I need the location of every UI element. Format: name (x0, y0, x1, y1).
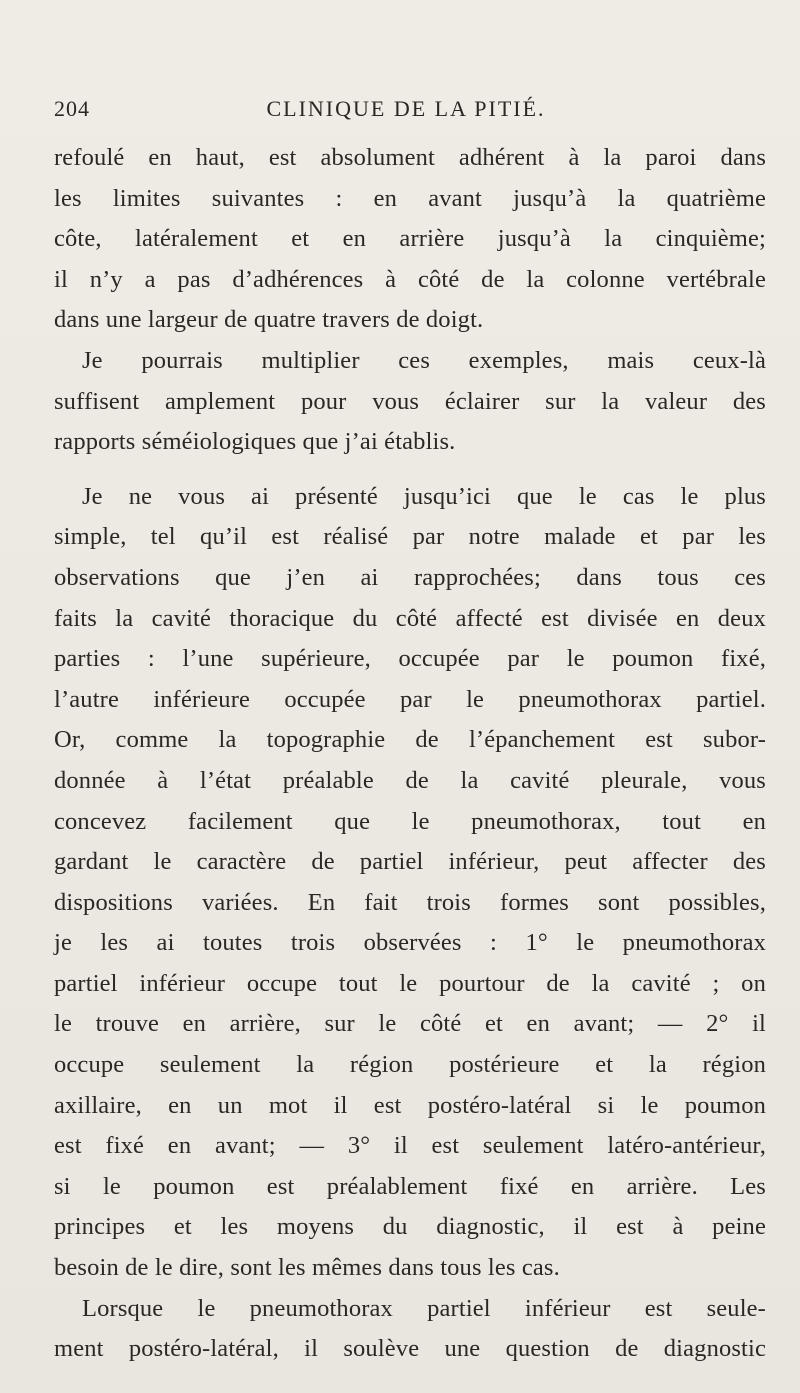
text-line: concevez facilement que le pneumothorax, tout en (54, 807, 766, 835)
text-line: Je ne vous ai présenté jusqu’ici que le cas le plus (82, 482, 766, 510)
text-line: gardant le caractère de partiel inférieur, peut affecter des (54, 848, 766, 876)
text-line: Je pourrais multiplier ces exemples, mais ceux-là (82, 346, 766, 374)
running-title: CLINIQUE DE LA PITIÉ. (266, 96, 546, 121)
text-line: je les ai toutes trois observées : 1° le pneumothorax (54, 929, 766, 957)
text-line: parties : l’une supérieure, occupée par le poumon fixé, (54, 645, 766, 673)
text-line: besoin de le dire, sont les mêmes dans tous les cas. (54, 1254, 560, 1282)
text-line: donnée à l’état préalable de la cavité pleurale, vous (54, 766, 766, 794)
text-line: simple, tel qu’il est réalisé par notre malade et par les (54, 523, 766, 551)
text-line: il n’y a pas d’adhérences à côté de la colonne vertébrale (54, 265, 766, 293)
text-line: principes et les moyens du diagnostic, il est à peine (54, 1213, 766, 1241)
text-line: partiel inférieur occupe tout le pourtour de la cavité ; on (54, 969, 766, 997)
text-line: ment postéro-latéral, il soulève une question de diagnostic (54, 1335, 766, 1363)
text-line: faits la cavité thoracique du côté affecté est divisée en deux (54, 604, 766, 632)
text-line: le trouve en arrière, sur le côté et en avant; — 2° il (54, 1010, 766, 1038)
text-line: observations que j’en ai rapprochées; dans tous ces (54, 563, 766, 591)
body-text (54, 138, 766, 1370)
paragraph (54, 477, 766, 1289)
text-line: dans une largeur de quatre travers de doigt. (54, 306, 484, 334)
text-line: est fixé en avant; — 3° il est seulement latéro-antérieur, (54, 1132, 766, 1160)
paragraph (54, 138, 766, 341)
text-line: côte, latéralement et en arrière jusqu’à la cinquième; (54, 225, 766, 253)
text-line: refoulé en haut, est absolument adhérent à la paroi dans (54, 144, 766, 171)
paragraph-spacer (54, 463, 766, 477)
text-line: si le poumon est préalablement fixé en arrière. Les (54, 1172, 766, 1200)
text-line: rapports séméiologiques que j’ai établis. (54, 428, 456, 456)
text-line: les limites suivantes : en avant jusqu’à la quatrième (54, 184, 766, 212)
text-line: Lorsque le pneumothorax partiel inférieur est seule- (82, 1294, 766, 1322)
text-line: suffisent amplement pour vous éclairer sur la valeur des (54, 387, 766, 415)
text-line: l’autre inférieure occupée par le pneumothorax partiel. (54, 685, 766, 713)
text-line: Or, comme la topographie de l’épanchement est subor- (54, 726, 766, 754)
text-line: axillaire, en un mot il est postéro-latéral si le poumon (54, 1091, 766, 1119)
text-line: occupe seulement la région postérieure et la région (54, 1051, 766, 1079)
page-number: 204 (54, 96, 90, 121)
paragraph (54, 1289, 766, 1370)
running-head (54, 96, 758, 126)
text-line: dispositions variées. En fait trois formes sont possibles, (54, 888, 766, 916)
paragraph (54, 341, 766, 463)
